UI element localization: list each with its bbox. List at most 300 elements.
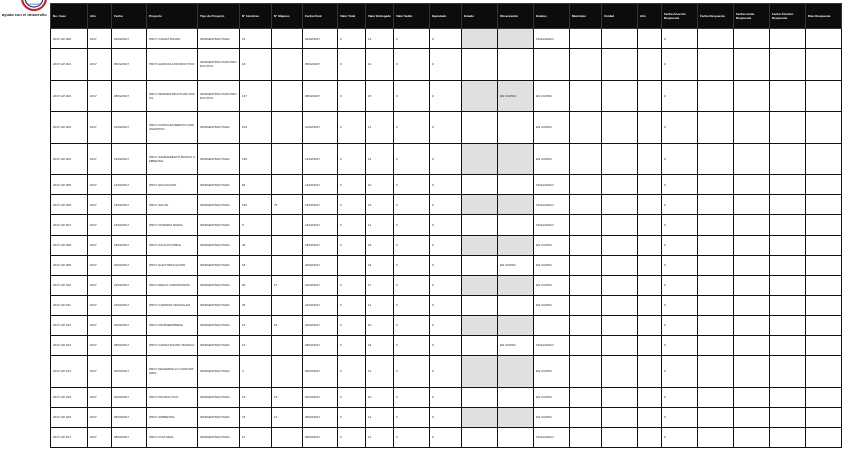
table-cell — [638, 49, 662, 81]
table-cell: 10 — [366, 175, 394, 195]
table-cell: 2017 — [88, 235, 112, 255]
table-cell: 0 — [662, 275, 698, 295]
table-cell: PROY FORTALECIMIENTO ORGANIZATIVO — [147, 112, 198, 144]
table-row[interactable] — [51, 215, 842, 235]
table-cell: 2017-GP-008 — [51, 235, 88, 255]
table-cell — [602, 175, 638, 195]
table-cell — [272, 356, 303, 388]
table-row[interactable] — [51, 112, 842, 144]
table-cell — [570, 235, 602, 255]
table-cell — [770, 175, 806, 195]
table-row[interactable] — [51, 195, 842, 215]
table-cell: PROY MICROEMPRESA — [147, 315, 198, 335]
table-cell — [602, 427, 638, 447]
table-cell: 14/02/2017 — [112, 175, 147, 195]
table-row[interactable] — [51, 407, 842, 427]
table-cell — [570, 80, 602, 112]
table-cell: 16 — [366, 235, 394, 255]
table-cell: 0 — [338, 335, 366, 355]
table-cell: 2017 — [88, 315, 112, 335]
table-cell — [602, 195, 638, 215]
table-cell — [806, 29, 842, 49]
column-header[interactable]: N° Mujeres — [272, 4, 303, 29]
table-cell — [638, 335, 662, 355]
table-row[interactable] — [51, 175, 842, 195]
table-cell: 13 — [240, 335, 272, 355]
table-row[interactable] — [51, 235, 842, 255]
table-cell — [698, 80, 734, 112]
table-cell — [570, 407, 602, 427]
logo-caption: ayuda con el desarrollo — [2, 12, 47, 17]
table-cell — [570, 255, 602, 275]
table-cell — [770, 427, 806, 447]
table-cell: PROY AGRICOLA PRODUCTIVO — [147, 49, 198, 81]
table-cell: 11 — [366, 215, 394, 235]
table-cell: 03/02/2017 — [112, 29, 147, 49]
table-cell: FINALIZADO — [534, 175, 570, 195]
table-cell — [272, 112, 303, 144]
table-cell: 2017 — [88, 80, 112, 112]
table-cell: 28/02/2017 — [112, 335, 147, 355]
table-cell: 08/02/2017 — [112, 80, 147, 112]
column-header[interactable]: Fecha Acuerdo Respuesta — [662, 4, 698, 29]
table-cell: 15 — [240, 29, 272, 49]
column-header[interactable]: Fecha Respuesta — [698, 4, 734, 29]
table-cell: 0 — [662, 387, 698, 407]
table-cell: 0 — [662, 112, 698, 144]
table-cell — [806, 427, 842, 447]
table-cell: 2017-GP-016 — [51, 407, 88, 427]
table-cell: 08/03/2017 — [303, 427, 338, 447]
table-cell: EN CURSO — [534, 407, 570, 427]
table-cell — [806, 112, 842, 144]
table-cell: 08/02/2017 — [303, 80, 338, 112]
table-cell — [602, 235, 638, 255]
table-row[interactable] — [51, 255, 842, 275]
table-cell: INFRAESTRUCTURA — [198, 335, 240, 355]
table-cell — [570, 175, 602, 195]
table-cell: 0 — [662, 195, 698, 215]
column-header[interactable]: Fecha — [112, 4, 147, 29]
table-cell: 16 — [366, 335, 394, 355]
table-cell — [498, 29, 534, 49]
table-cell: 2017-GP-013 — [51, 335, 88, 355]
table-cell: FINALIZADO — [534, 29, 570, 49]
table-cell — [498, 427, 534, 447]
table-cell — [770, 80, 806, 112]
table-cell: PROY EDUCACION — [147, 175, 198, 195]
table-cell: 2017-GP-011 — [51, 295, 88, 315]
table-cell — [734, 275, 770, 295]
table-cell: 02/03/2017 — [112, 356, 147, 388]
table-cell: 11 — [366, 295, 394, 315]
table-cell: PROY PRODUCTIVO — [147, 387, 198, 407]
table-cell: 0 — [430, 255, 462, 275]
table-cell: 0 — [662, 255, 698, 275]
table-cell — [734, 29, 770, 49]
column-header[interactable]: Valor Entregado — [366, 4, 394, 29]
table-cell: 0 — [394, 29, 430, 49]
table-cell — [734, 215, 770, 235]
table-cell: 17 — [366, 275, 394, 295]
table-row[interactable] — [51, 335, 842, 355]
table-cell: 0 — [394, 275, 430, 295]
table-cell: 0 — [338, 427, 366, 447]
table-cell — [698, 356, 734, 388]
table-cell: INFRAESTRUCTURA — [198, 175, 240, 195]
table-cell: 12 — [366, 407, 394, 427]
table-cell — [806, 215, 842, 235]
table-cell — [570, 356, 602, 388]
table-cell: INFRAESTRUCTURA — [198, 29, 240, 49]
table-cell: 0 — [394, 387, 430, 407]
table-cell: 2017 — [88, 49, 112, 81]
table-cell — [770, 235, 806, 255]
table-cell: 16/02/2017 — [303, 215, 338, 235]
table-cell: 2017-GP-006 — [51, 195, 88, 215]
table-cell — [272, 215, 303, 235]
table-cell: FINALIZADO — [534, 427, 570, 447]
table-cell — [806, 195, 842, 215]
table-cell — [698, 235, 734, 255]
table-cell: 0 — [430, 275, 462, 295]
table-cell: 0 — [430, 387, 462, 407]
table-cell: 120 — [240, 195, 272, 215]
table-cell: 14 — [366, 49, 394, 81]
table-cell: PROY RIEGO COMUNITARIO — [147, 275, 198, 295]
table-cell: EN CURSO — [498, 335, 534, 355]
table-cell: 0 — [338, 112, 366, 144]
table-cell: 0 — [394, 112, 430, 144]
table-cell — [498, 195, 534, 215]
table-cell: INFRAESTRUCTURA — [198, 143, 240, 175]
table-cell — [806, 275, 842, 295]
table-cell — [698, 315, 734, 335]
table-cell — [602, 275, 638, 295]
table-cell — [498, 387, 534, 407]
table-cell — [806, 315, 842, 335]
table-cell — [272, 255, 303, 275]
table-cell: EN CURSO — [498, 255, 534, 275]
table-cell — [638, 143, 662, 175]
column-header[interactable]: Estatus — [534, 4, 570, 29]
table-cell: 0 — [394, 175, 430, 195]
table-cell: 104 — [240, 112, 272, 144]
table-cell: 2017-GP-007 — [51, 215, 88, 235]
table-cell — [770, 29, 806, 49]
table-cell: 0 — [662, 175, 698, 195]
table-cell — [698, 295, 734, 315]
column-header[interactable]: Fecha Final — [303, 4, 338, 29]
table-cell — [806, 407, 842, 427]
table-cell — [734, 407, 770, 427]
table-cell: 22/02/2017 — [112, 275, 147, 295]
table-cell: PROY CAMINOS VECINALES — [147, 295, 198, 315]
table-cell: PROY CULTURAL — [147, 427, 198, 447]
table-cell — [570, 29, 602, 49]
table-cell: 137 — [240, 80, 272, 112]
table-cell: 2017-GP-001 — [51, 49, 88, 81]
table-cell: 0 — [662, 295, 698, 315]
table-cell: INFRAESTRUCTURA — [198, 235, 240, 255]
table-cell: 0 — [430, 335, 462, 355]
table-cell: 22/02/2017 — [303, 275, 338, 295]
table-cell — [806, 235, 842, 255]
table-row[interactable] — [51, 387, 842, 407]
table-cell — [462, 112, 498, 144]
table-cell: 0 — [430, 49, 462, 81]
table-cell — [734, 195, 770, 215]
table-cell — [734, 255, 770, 275]
table-cell: 0 — [662, 29, 698, 49]
table-cell — [570, 315, 602, 335]
column-header[interactable]: Municipio — [570, 4, 602, 29]
table-cell — [272, 80, 303, 112]
column-header[interactable]: Proyecto — [147, 4, 198, 29]
column-header[interactable]: Unidad — [602, 4, 638, 29]
table-cell: 2017 — [88, 112, 112, 144]
table-cell — [272, 29, 303, 49]
table-cell — [638, 427, 662, 447]
table-cell — [638, 255, 662, 275]
table-cell — [698, 195, 734, 215]
table-cell — [734, 295, 770, 315]
table-cell — [638, 175, 662, 195]
table-cell — [498, 275, 534, 295]
table-cell — [570, 427, 602, 447]
table-cell: 2017 — [88, 387, 112, 407]
table-cell — [462, 335, 498, 355]
table-cell — [462, 143, 498, 175]
table-cell: 0 — [430, 215, 462, 235]
table-cell — [498, 235, 534, 255]
table-cell: 2017-GP-010 — [51, 275, 88, 295]
table-cell — [638, 356, 662, 388]
table-cell: 2017-GP-002 — [51, 80, 88, 112]
table-cell: 0 — [394, 49, 430, 81]
table-cell: 28/02/2017 — [303, 335, 338, 355]
table-cell — [698, 335, 734, 355]
table-cell: 0 — [394, 80, 430, 112]
table-cell — [570, 295, 602, 315]
table-cell — [734, 112, 770, 144]
table-cell — [498, 295, 534, 315]
table-cell: 05/02/2017 — [112, 49, 147, 81]
table-cell — [602, 49, 638, 81]
table-cell — [272, 235, 303, 255]
table-cell — [734, 315, 770, 335]
table-cell: 0 — [394, 315, 430, 335]
table-cell — [602, 29, 638, 49]
table-cell: 0 — [430, 195, 462, 215]
table-cell — [570, 195, 602, 215]
table-cell: 0 — [338, 143, 366, 175]
table-cell: 2017-GP-005 — [51, 175, 88, 195]
table-row[interactable] — [51, 295, 842, 315]
table-cell — [770, 215, 806, 235]
table-cell: PROY CAPACITACION TECNICA — [147, 335, 198, 355]
column-header[interactable]: Observación — [498, 4, 534, 29]
table-cell: 0 — [430, 80, 462, 112]
column-header[interactable]: Días Respuesta — [806, 4, 842, 29]
table-cell — [638, 387, 662, 407]
table-cell: 0 — [662, 427, 698, 447]
table-cell — [770, 255, 806, 275]
table-cell — [638, 112, 662, 144]
table-cell: INFRAESTRUCTURA — [198, 356, 240, 388]
table-row[interactable] — [51, 315, 842, 335]
table-cell — [462, 215, 498, 235]
table-cell: FINALIZADO — [534, 215, 570, 235]
table-row[interactable] — [51, 275, 842, 295]
table-cell: 10/02/2017 — [303, 112, 338, 144]
table-cell: EN CURSO — [498, 80, 534, 112]
table-cell — [602, 387, 638, 407]
column-header[interactable]: Valor Saldo — [394, 4, 430, 29]
table-cell: 0 — [394, 356, 430, 388]
column-header[interactable]: Año — [88, 4, 112, 29]
table-cell — [272, 175, 303, 195]
column-header[interactable]: Año — [638, 4, 662, 29]
table-cell — [638, 80, 662, 112]
table-row[interactable] — [51, 427, 842, 447]
table-cell — [462, 235, 498, 255]
table-cell: PROY CAPACITACION — [147, 29, 198, 49]
column-header[interactable]: Estado — [462, 4, 498, 29]
table-cell — [734, 427, 770, 447]
table-cell: 2017 — [88, 215, 112, 235]
table-cell: 0 — [430, 235, 462, 255]
table-cell — [462, 195, 498, 215]
table-cell: 44 — [240, 235, 272, 255]
table-cell: 15/02/2017 — [112, 195, 147, 215]
table-cell: 0 — [338, 29, 366, 49]
column-header[interactable]: N° Hombres — [240, 4, 272, 29]
table-cell: 2017 — [88, 427, 112, 447]
table-cell: 0 — [430, 315, 462, 335]
table-cell: EN CURSO — [534, 235, 570, 255]
table-cell — [638, 275, 662, 295]
table-cell — [602, 315, 638, 335]
table-cell — [770, 315, 806, 335]
table-cell — [770, 49, 806, 81]
column-header[interactable]: Valor Total — [338, 4, 366, 29]
table-cell — [462, 49, 498, 81]
table-cell: 16/02/2017 — [112, 215, 147, 235]
table-row[interactable] — [51, 143, 842, 175]
table-cell: 25 — [240, 295, 272, 315]
column-header[interactable]: Tipo de Proyecto — [198, 4, 240, 29]
table-cell: 60 — [240, 275, 272, 295]
table-cell: EN CURSO — [534, 255, 570, 275]
column-header[interactable]: No. Caso — [51, 4, 88, 29]
table-cell: 2017 — [88, 143, 112, 175]
table-cell — [734, 235, 770, 255]
table-cell: 03/02/2017 — [303, 29, 338, 49]
table-cell — [602, 255, 638, 275]
table-cell: INFRAESTRUCTURA — [198, 295, 240, 315]
table-cell — [570, 49, 602, 81]
table-cell: 0 — [662, 143, 698, 175]
table-cell — [602, 112, 638, 144]
table-cell — [734, 335, 770, 355]
column-header[interactable]: Fecha Límite Respuesta — [734, 4, 770, 29]
table-cell: 11 — [240, 427, 272, 447]
table-cell: 12 — [272, 407, 303, 427]
table-cell: 0 — [338, 407, 366, 427]
table-cell: 15/02/2017 — [303, 195, 338, 215]
table-cell: 2017-GP-009 — [51, 255, 88, 275]
table-cell — [498, 49, 534, 81]
table-cell — [570, 335, 602, 355]
table-cell: 2017-GP-003 — [51, 112, 88, 144]
table-cell: 2017 — [88, 275, 112, 295]
table-cell — [570, 387, 602, 407]
table-cell: PROY SANEAMIENTO BASICO AMBIENTAL — [147, 143, 198, 175]
table-cell: 06/03/2017 — [112, 407, 147, 427]
table-cell: INFRAESTRUCTURA — [198, 315, 240, 335]
table-cell: 13 — [366, 195, 394, 215]
table-cell — [534, 315, 570, 335]
logo-small-text: Fundación — [26, 2, 42, 6]
table-cell: 0 — [394, 407, 430, 427]
table-cell: 04/03/2017 — [112, 387, 147, 407]
table-cell — [462, 427, 498, 447]
table-cell — [734, 175, 770, 195]
table-cell: 12 — [366, 29, 394, 49]
table-cell: 2017 — [88, 335, 112, 355]
table-cell — [806, 335, 842, 355]
table-cell — [806, 295, 842, 315]
table-cell: 12/02/2017 — [112, 143, 147, 175]
table-cell: 2017-GP-012 — [51, 315, 88, 335]
table-cell — [462, 295, 498, 315]
table-row[interactable] — [51, 356, 842, 388]
table-cell: 0 — [338, 235, 366, 255]
table-cell — [806, 387, 842, 407]
table-cell — [602, 215, 638, 235]
column-header[interactable]: Ejecutado — [430, 4, 462, 29]
table-row[interactable] — [51, 80, 842, 112]
table-cell: 2017-GP-017 — [51, 427, 88, 447]
table-cell: EN CURSO — [534, 80, 570, 112]
table-cell — [338, 255, 366, 275]
table-cell: PROY VIVIENDA RURAL — [147, 215, 198, 235]
column-header[interactable]: Fecha Término Respuesta — [770, 4, 806, 29]
table-cell: EN CURSO — [534, 275, 570, 295]
table-cell — [698, 143, 734, 175]
table-cell — [770, 335, 806, 355]
table-cell: INFRAESTRUCTURA — [198, 407, 240, 427]
table-cell — [734, 80, 770, 112]
table-cell: 2017-GP-004 — [51, 143, 88, 175]
table-cell — [498, 315, 534, 335]
table-cell: PROY AGUA POTABLE — [147, 235, 198, 255]
table-cell — [638, 29, 662, 49]
table-cell: 18/02/2017 — [303, 235, 338, 255]
table-cell: 0 — [430, 29, 462, 49]
table-cell: 14 — [366, 143, 394, 175]
table-cell — [770, 195, 806, 215]
table-row[interactable] — [51, 49, 842, 81]
table-cell — [770, 356, 806, 388]
table-cell — [638, 215, 662, 235]
table-cell — [638, 235, 662, 255]
table-cell: 2017-GP-015 — [51, 387, 88, 407]
table-row[interactable] — [51, 29, 842, 49]
table-cell — [462, 315, 498, 335]
table-cell — [638, 315, 662, 335]
